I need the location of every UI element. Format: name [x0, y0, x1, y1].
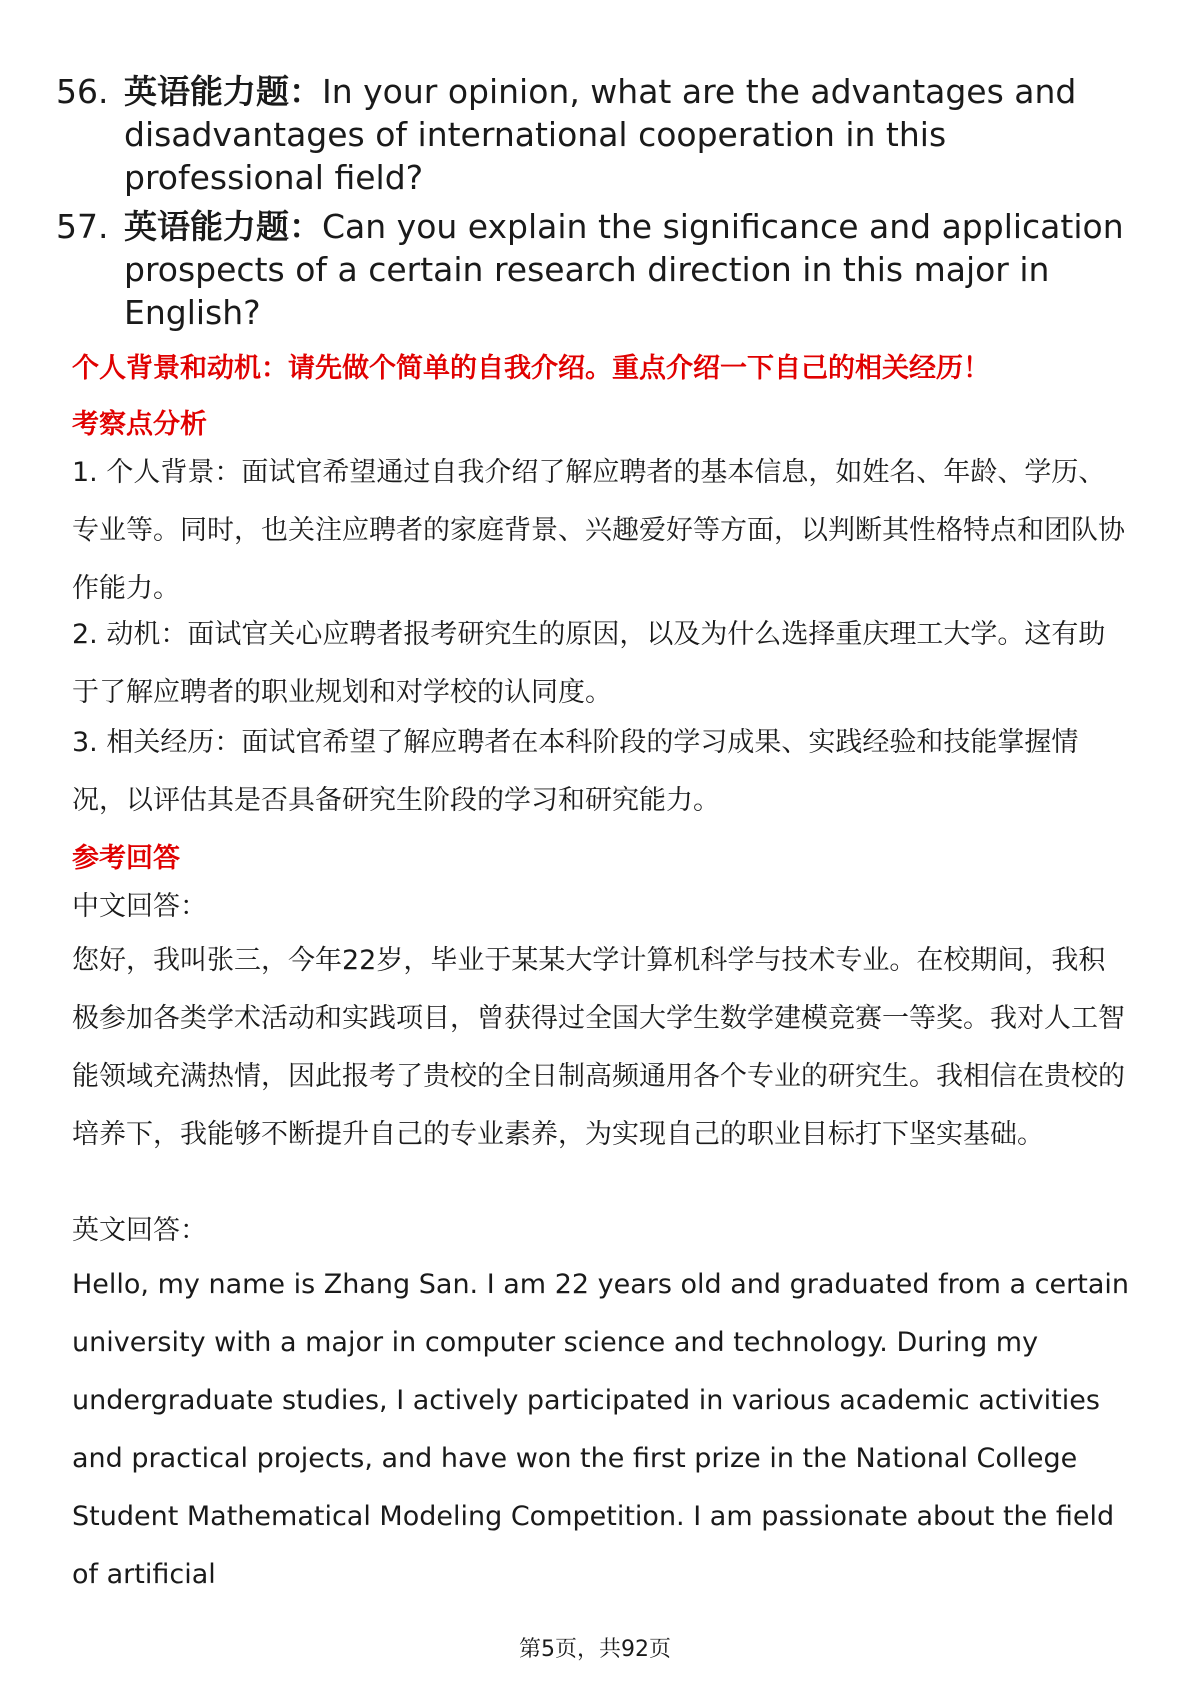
analysis-item: 3. 相关经历：面试官希望了解应聘者在本科阶段的学习成果、实践经验和技能掌握情况，以评估其是否具备研究生阶段的学习和研究能力。 [72, 727, 1079, 816]
question-label: 英语能力题： [124, 207, 322, 246]
question-number: 57. [56, 207, 109, 246]
question-57 [56, 205, 1146, 334]
question-label: 英语能力题： [124, 72, 322, 111]
question-text: In your opinion, what are the advantages and disadvantages of international cooperation in this professional field? [124, 72, 1077, 197]
question-text: Can you explain the significance and application prospects of a certain research direction in this major in English? [124, 207, 1124, 332]
en-answer-label: 英文回答： [72, 1215, 207, 1246]
analysis-item: 1. 个人背景：面试官希望通过自我介绍了解应聘者的基本信息，如姓名、年龄、学历、专业等。同时，也关注应聘者的家庭背景、兴趣爱好等方面，以判断其性格特点和团队协作能力。 [72, 457, 1125, 604]
cn-answer-label: 中文回答： [72, 891, 207, 922]
en-answer: Hello, my name is Zhang San. I am 22 years old and graduated from a certain university with a major in computer science and technology. During my undergraduate studies, I actively participated in various academic activities and practical projects, and have won the first prize in the National College Student Mathematical Modeling Competition. I am passionate about the field of artificial [72, 1269, 1129, 1590]
page-footer: 第5页，共92页 [519, 1637, 671, 1662]
question-number: 56. [56, 72, 109, 111]
analysis-title: 考察点分析 [72, 409, 207, 440]
question-56 [56, 70, 1146, 199]
analysis-item: 2. 动机：面试官关心应聘者报考研究生的原因，以及为什么选择重庆理工大学。这有助于了解应聘者的职业规划和对学校的认同度。 [72, 619, 1106, 708]
section-heading: 个人背景和动机：请先做个简单的自我介绍。重点介绍一下自己的相关经历！ [72, 353, 990, 384]
cn-answer: 您好，我叫张三，今年22岁，毕业于某某大学计算机科学与技术专业。在校期间，我积极参加各类学术活动和实践项目，曾获得过全国大学生数学建模竞赛一等奖。我对人工智能领域充满热情，因此报考了贵校的全日制高频通用各个专业的研究生。我相信在贵校的培养下，我能够不断提升自己的专业素养，为实现自己的职业目标打下坚实基础。 [72, 945, 1125, 1150]
reference-title: 参考回答 [72, 843, 180, 874]
